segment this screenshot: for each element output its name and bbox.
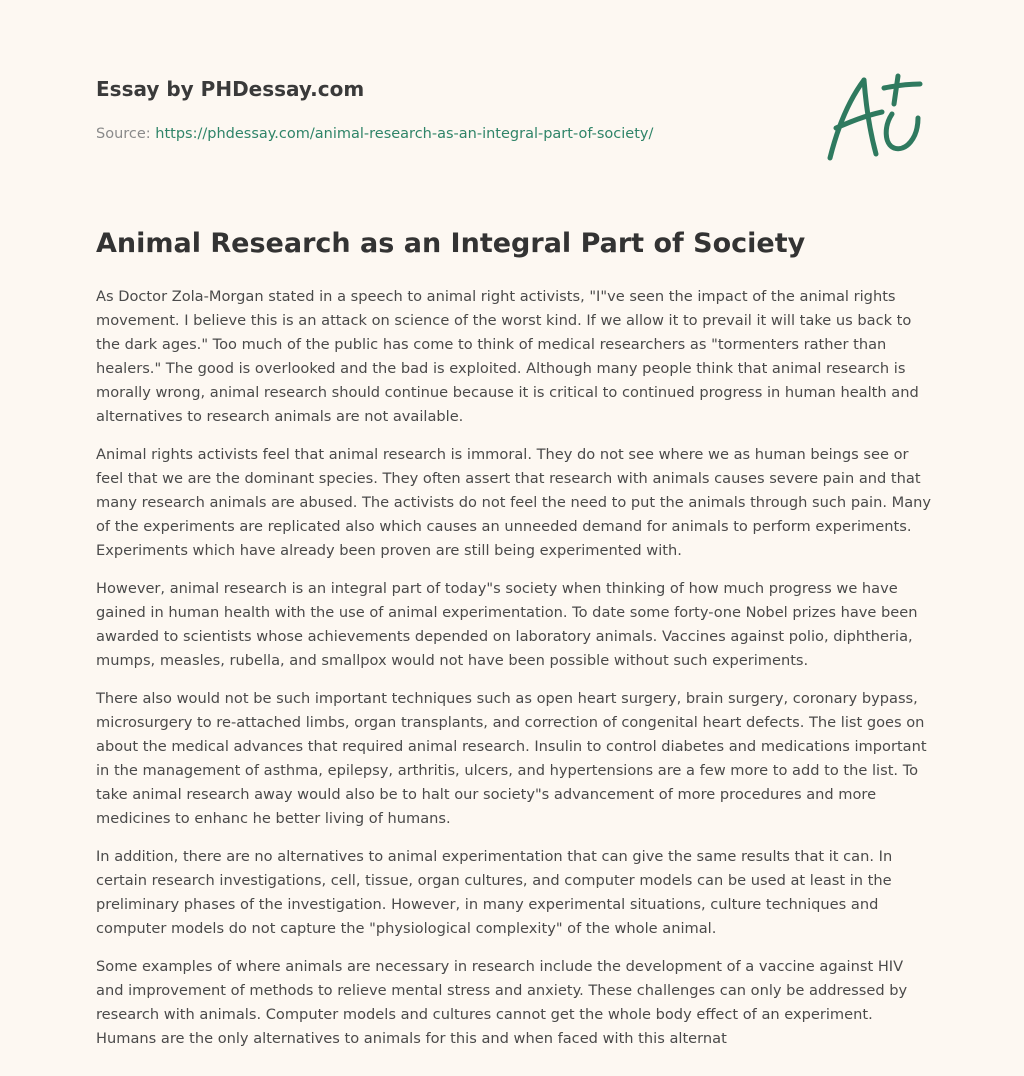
essay-paragraph: However, animal research is an integral part of today"s society when thinking of how much progress we have gained in human health with the use of animal experimentation. To date some forty-one Nobel prizes have been awarded to scientists whose achievements depended on laboratory animals. Vaccines against polio, diphtheria, mumps, measles, rubella, and smallpox would not have been possible without such experiments.: [96, 580, 918, 669]
source-label: Source:: [96, 126, 156, 142]
essay-title: Animal Research as an Integral Part of Society: [96, 228, 806, 259]
essay-paragraph: As Doctor Zola-Morgan stated in a speech to animal right activists, "I"ve seen the impact of the animal rights movement. I believe this is an attack on science of the worst kind. If we allow it to prevail it will take us back to the dark ages." Too much of the public has come to think of medical researchers as "tormenters rather than healers." The good is overlooked and the bad is exploited. Although many people think that animal research is morally wrong, animal research should continue because it is critical to continued progress in human health and alternatives to research animals are not available.: [96, 288, 919, 425]
essay-body: [96, 285, 932, 1065]
source-line: [96, 124, 796, 144]
page-header: [96, 74, 796, 144]
source-link[interactable]: https://phdessay.com/animal-research-as-an-integral-part-of-society/: [155, 126, 654, 142]
essay-paragraph: In addition, there are no alternatives to animal experimentation that can give the same results that it can. In certain research investigations, cell, tissue, organ cultures, and computer models can be used at least in the preliminary phases of the investigation. However, in many experimental situations, culture techniques and computer models do not capture the "physiological complexity" of the whole animal.: [96, 848, 893, 937]
site-brand: Essay by PHDessay.com: [96, 77, 365, 101]
essay-paragraph: Animal rights activists feel that animal research is immoral. They do not see where we as human beings see or feel that we are the dominant species. They often assert that research with animals causes severe pain and that many research animals are abused. The activists do not feel the need to put the animals through such pain. Many of the experiments are replicated also which causes an unneeded demand for animals to perform experiments. Experiments which have already been proven are still being experimented with.: [96, 446, 932, 559]
essay-paragraph: There also would not be such important techniques such as open heart surgery, brain surgery, coronary bypass, microsurgery to re-attached limbs, organ transplants, and correction of congenital heart defects. The list goes on about the medical advances that required animal research. Insulin to control diabetes and medications important in the management of asthma, epilepsy, arthritis, ulcers, and hypertensions are a few more to add to the list. To take animal research away would also be to halt our society"s advancement of more procedures and more medicines to enhanc he better living of humans.: [96, 690, 927, 827]
a-plus-logo-icon: [822, 66, 932, 166]
essay-paragraph: Some examples of where animals are necessary in research include the development of a vaccine against HIV and improvement of methods to relieve mental stress and anxiety. These challenges can only be addressed by research with animals. Computer models and cultures cannot get the whole body effect of an experiment. Humans are the only alternatives to animals for this and when faced with this alternat: [96, 958, 908, 1047]
